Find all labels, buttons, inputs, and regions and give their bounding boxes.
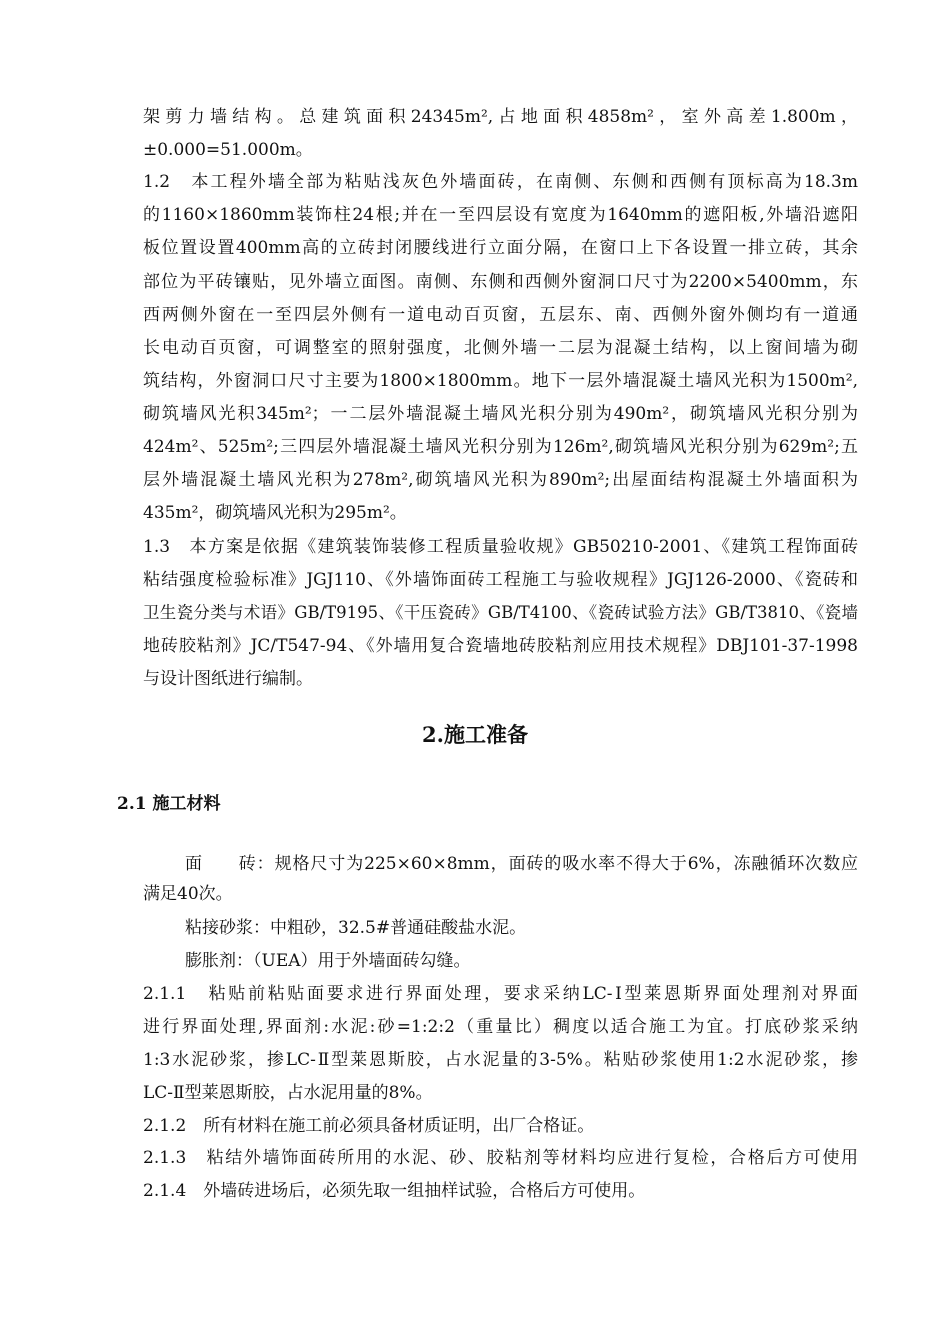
text-line: 2.1.3 粘结外墙饰面砖所用的水泥、砂、胶粘剂等材料均应进行复检，合格后方可使用	[143, 1148, 858, 1168]
text-line: 粘接砂浆：中粗砂，32.5#普通硅酸盐水泥。	[185, 918, 527, 938]
text-line: 西两侧外窗在一至四层外侧有一道电动百页窗，五层东、南、西侧外窗外侧均有一道通	[143, 305, 858, 325]
text-line: 1:3水泥砂浆，掺LC-Ⅱ型莱恩斯胶，占水泥量的3-5%。粘贴砂浆使用1:2水泥砂浆，掺	[143, 1050, 858, 1070]
text-line: 435m²，砌筑墙风光积为295m²。	[143, 503, 407, 523]
text-line: 粘结强度检验标准》JGJ110、《外墙饰面砖工程施工与验收规程》JGJ126-2000、《瓷砖和	[143, 570, 858, 590]
text-line: 砌筑墙风光积345m²；一二层外墙混凝土墙风光积分别为490m²，砌筑墙风光积分别为	[143, 404, 858, 424]
text-line: 进行界面处理,界面剂:水泥:砂=1:2:2（重量比）稠度以适合施工为宜。打底砂浆采纳	[143, 1017, 858, 1037]
text-line: 2.1.2 所有材料在施工前必须具备材质证明，出厂合格证。	[143, 1116, 595, 1136]
text-line: 卫生瓷分类与术语》GB/T9195、《干压瓷砖》GB/T4100、《瓷砖试验方法》GB/T3810、《瓷墙	[143, 603, 858, 622]
text-line: LC-Ⅱ型莱恩斯胶，占水泥用量的8%。	[143, 1083, 433, 1103]
subsection-heading: 2.1 施工材料	[117, 794, 221, 814]
text-line: 424m²、525m²;三四层外墙混凝土墙风光积分别为126m²,砌筑墙风光积分别为629m²;五	[143, 437, 858, 457]
text-line: 层外墙混凝土墙风光积为278m²,砌筑墙风光积为890m²;出屋面结构混凝土外墙面积为	[143, 470, 858, 490]
text-line: 1.2 本工程外墙全部为粘贴浅灰色外墙面砖，在南侧、东侧和西侧有顶标高为18.3m	[143, 172, 858, 192]
text-line: 面 砖：规格尺寸为225×60×8mm，面砖的吸水率不得大于6%，冻融循环次数应	[185, 854, 858, 874]
section-heading: 2.施工准备	[422, 722, 528, 747]
text-line: 的1160×1860mm装饰柱24根;并在一至四层设有宽度为1640mm的遮阳板,外墙沿遮阳	[143, 205, 858, 225]
text-line: 2.1.1 粘贴前粘贴面要求进行界面处理，要求采纳LC-Ⅰ型莱恩斯界面处理剂对界面	[143, 984, 858, 1004]
text-line: 膨胀剂：（UEA）用于外墙面砖勾缝。	[185, 951, 471, 971]
text-line: 部位为平砖镶贴，见外墙立面图。南侧、东侧和西侧外窗洞口尺寸为2200×5400mm，东	[143, 272, 858, 292]
text-line: 地砖胶粘剂》JC/T547-94、《外墙用复合瓷墙地砖胶粘剂应用技术规程》DBJ101-37-1998	[143, 636, 858, 656]
text-line: 筑结构，外窗洞口尺寸主要为1800×1800mm。地下一层外墙混凝土墙风光积为1500m²,	[143, 371, 858, 391]
text-line: 满足40次。	[143, 884, 233, 904]
text-line: 架剪力墙结构。总建筑面积24345m²,占地面积4858m²，室外高差1.800m，	[143, 107, 858, 127]
text-line: 长电动百页窗，可调整室的照射强度，北侧外墙一二层为混凝土结构，以上窗间墙为砌	[143, 338, 858, 358]
text-line: ±0.000=51.000m。	[143, 140, 313, 160]
text-line: 板位置设置400mm高的立砖封闭腰线进行立面分隔，在窗口上下各设置一排立砖，其余	[143, 238, 858, 258]
text-line: 与设计图纸进行编制。	[143, 669, 313, 689]
text-line: 2.1.4 外墙砖进场后，必须先取一组抽样试验，合格后方可使用。	[143, 1181, 646, 1201]
text-line: 1.3 本方案是依据《建筑装饰装修工程质量验收规》GB50210-2001、《建筑工程饰面砖	[143, 537, 858, 557]
